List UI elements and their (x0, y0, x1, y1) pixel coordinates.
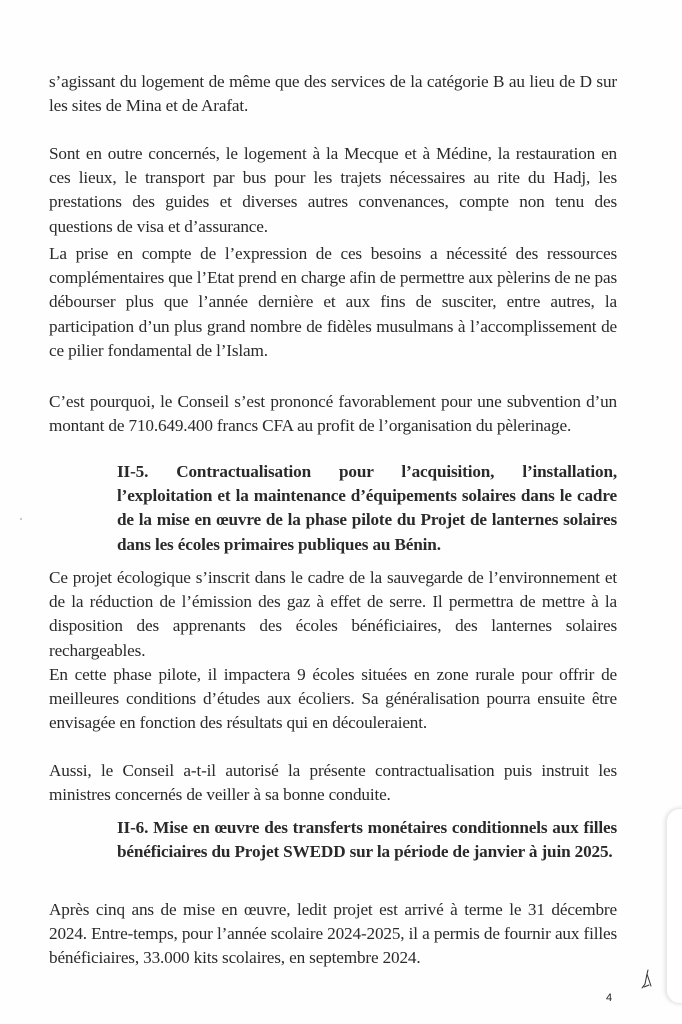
page-number: 4 (606, 992, 613, 1004)
paragraph-council-authorization: Aussi, le Conseil a-t-il autorisé la présente contractualisation puis instruit les ministres concernés de veiller à sa bonne conduite. (49, 761, 617, 805)
paragraph-hajj-accommodation: s’agissant du logement de même que des services de la catégorie B au lieu de D sur les sites de Mina et de Arafat. (49, 72, 617, 116)
paragraph-ecological-project: Ce projet écologique s’inscrit dans le cadre de la sauvegarde de l’environnement et de la réduction de l’émission des gaz à effet de serre. Il permettra de mettre à la disposition des apprenants des écoles bénéficiaires, des lanternes solaires rechargeables. (49, 568, 617, 660)
scan-speck (20, 518, 22, 520)
handwritten-initial-mark (640, 968, 654, 990)
paragraph-pilot-phase: En cette phase pilote, il impactera 9 écoles situées en zone rurale pour offrir de meilleures conditions d’études aux écoliers. Sa généralisation pourra ensuite être envisagée en fonction des résultats qui en découleraient. (49, 665, 617, 733)
paragraph-subsidy: C’est pourquoi, le Conseil s’est prononcé favorablement pour une subvention d’un montant de 710.649.400 francs CFA au profit de l’organisation du pèlerinage. (49, 392, 617, 436)
floating-side-panel[interactable] (666, 808, 682, 1004)
section-heading-ii5: II-5. Contractualisation pour l’acquisition, l’installation, l’exploitation et la maintenance d’équipements solaires dans le cadre de la mise en œuvre de la phase pilote du Projet de lanternes solaires dans les écoles primaires publiques au Bénin. (117, 462, 617, 554)
paragraph-hajj-services: Sont en outre concernés, le logement à la Mecque et à Médine, la restauration en ces lieux, le transport par bus pour les trajets nécessaires au rite du Hadj, les prestations des guides et diverses autres convenances, compte non tenu des questions de visa et d’assurance. (49, 144, 617, 236)
paragraph-state-resources: La prise en compte de l’expression de ces besoins a nécessité des ressources complémentaires que l’Etat prend en charge afin de permettre aux pèlerins de ne pas débourser plus que l’année dernière et aux fins de susciter, entre autres, la participation d’un plus grand nombre de fidèles musulmans à l’accomplissement de ce pilier fondamental de l’Islam. (49, 244, 618, 360)
paragraph-swedd-project: Après cinq ans de mise en œuvre, ledit projet est arrivé à terme le 31 décembre 2024. Entre-temps, pour l’année scolaire 2024-2025, il a permis de fournir aux filles bénéficiaires, 33.000 kits scolaires, en septembre 2024. (49, 900, 617, 968)
section-heading-ii6: II-6. Mise en œuvre des transferts monétaires conditionnels aux filles bénéficiaires du Projet SWEDD sur la période de janvier à juin 2025. (117, 818, 617, 862)
